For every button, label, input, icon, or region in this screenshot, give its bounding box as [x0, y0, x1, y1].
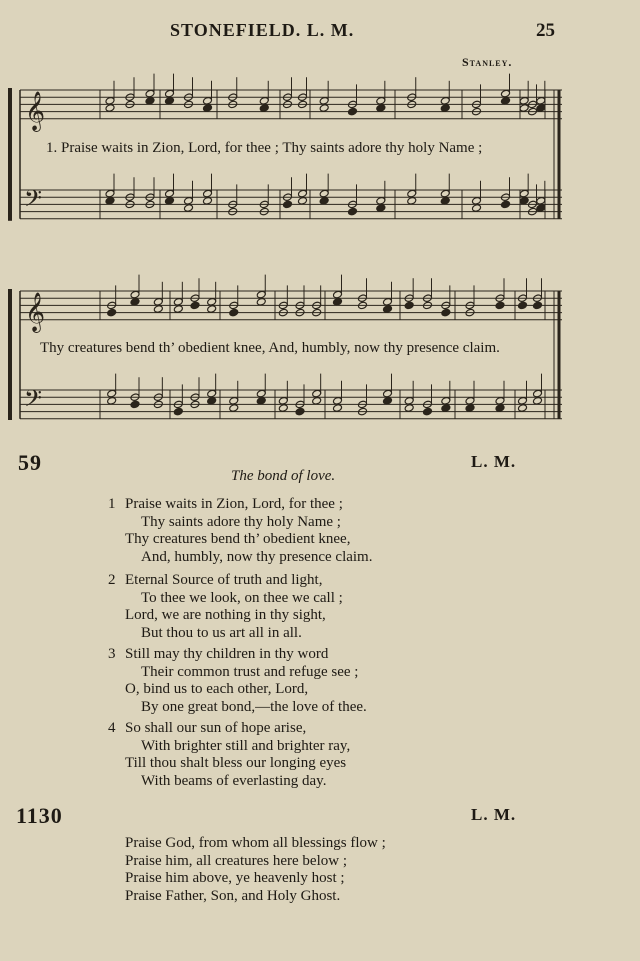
note-head	[533, 389, 543, 398]
note-head	[348, 207, 358, 216]
note-head	[519, 97, 529, 106]
note-head	[518, 404, 528, 413]
note-head	[298, 197, 308, 206]
hymn-number: 59	[18, 450, 42, 475]
note-head	[407, 197, 417, 206]
note-head	[312, 389, 322, 398]
note-head	[259, 104, 269, 113]
stanza-number: 2	[108, 572, 116, 588]
stanza-4	[108, 720, 350, 790]
composer-name: Stanley.	[462, 55, 513, 69]
doxology-line: Praise God, from whom all blessings flow ;	[125, 835, 386, 851]
note-head	[383, 305, 393, 314]
note-head	[376, 104, 386, 113]
note-head	[165, 89, 175, 98]
note-head	[348, 107, 358, 116]
note-head	[256, 298, 266, 307]
hymn-title: The bond of love.	[231, 468, 336, 484]
note-head	[441, 308, 451, 317]
music-score	[0, 0, 640, 420]
stanza-number: 1	[108, 496, 116, 512]
stanza-line: Thy saints adore thy holy Name ;	[141, 513, 341, 530]
stanza-line: So shall our sun of hope arise,	[125, 720, 307, 736]
note-head	[465, 404, 475, 413]
note-head	[495, 301, 505, 310]
note-head	[130, 290, 140, 299]
stanza-line: But thou to us art all in all.	[141, 624, 302, 641]
note-head	[495, 404, 505, 413]
note-head	[105, 97, 115, 106]
note-head	[536, 97, 546, 106]
note-head	[440, 104, 450, 113]
note-head	[441, 404, 451, 413]
note-head	[256, 389, 266, 398]
note-head	[173, 298, 183, 307]
note-head	[165, 97, 175, 106]
note-head	[105, 197, 115, 206]
note-head	[440, 97, 450, 106]
note-head	[105, 189, 115, 198]
note-head	[319, 97, 329, 106]
note-head	[333, 290, 343, 299]
stanza-line: And, humbly, now thy presence claim.	[141, 548, 373, 565]
note-head	[501, 89, 511, 98]
note-head	[207, 397, 217, 406]
hymn-meter: L. M.	[471, 805, 517, 824]
doxology-line: Praise him above, ye heavenly host ;	[125, 870, 345, 886]
bass-clef: 𝄢	[24, 384, 43, 418]
stanza-line: To thee we look, on thee we call ;	[141, 589, 343, 606]
note-head	[319, 104, 329, 113]
hymn-meter: L. M.	[471, 452, 517, 471]
note-head	[203, 189, 213, 198]
doxology-line: Praise him, all creatures here below ;	[125, 852, 347, 869]
note-head	[229, 404, 239, 413]
note-head	[207, 305, 217, 314]
note-head	[376, 97, 386, 106]
note-head	[130, 298, 140, 307]
note-head	[383, 298, 393, 307]
hymn-number: 1130	[16, 803, 63, 828]
note-head	[536, 197, 546, 206]
note-head	[465, 397, 475, 406]
treble-clef: 𝄞	[25, 291, 46, 332]
note-head	[203, 97, 213, 106]
stanza-line: Thy creatures bend th’ obedient knee,	[125, 531, 351, 547]
note-head	[518, 397, 528, 406]
note-head	[229, 397, 239, 406]
stanza-line: With beams of everlasting day.	[141, 772, 327, 789]
note-head	[298, 189, 308, 198]
note-head	[533, 301, 543, 310]
doxology	[125, 835, 386, 905]
note-head	[440, 197, 450, 206]
note-head	[518, 301, 528, 310]
tune-title: STONEFIELD. L. M.	[170, 20, 355, 40]
note-head	[173, 305, 183, 314]
note-head	[173, 407, 183, 416]
note-head	[423, 407, 433, 416]
note-head	[184, 197, 194, 206]
note-head	[229, 308, 239, 317]
note-head	[319, 197, 329, 206]
note-head	[184, 204, 194, 213]
note-head	[519, 197, 529, 206]
note-head	[333, 404, 343, 413]
note-head	[283, 200, 293, 209]
note-head	[165, 197, 175, 206]
stanza-3	[108, 646, 367, 716]
note-head	[501, 97, 511, 106]
note-head	[501, 200, 511, 209]
system-brace	[8, 289, 12, 420]
note-head	[376, 197, 386, 206]
note-head	[533, 397, 543, 406]
note-head	[536, 104, 546, 113]
note-head	[145, 97, 155, 106]
note-head	[107, 397, 117, 406]
note-head	[165, 189, 175, 198]
note-head	[383, 397, 393, 406]
note-head	[312, 397, 322, 406]
note-head	[536, 204, 546, 213]
stanza-line: Praise waits in Zion, Lord, for thee ;	[125, 496, 343, 512]
bass-clef: 𝄢	[24, 184, 43, 218]
note-head	[440, 189, 450, 198]
stanza-line: Eternal Source of truth and light,	[125, 572, 323, 588]
note-head	[153, 298, 163, 307]
stanza-number: 4	[108, 720, 116, 736]
note-head	[295, 407, 305, 416]
page-number: 25	[536, 20, 555, 41]
system-1-lyric: 1. Praise waits in Zion, Lord, for thee ; Thy saints adore thy holy Name ;	[46, 140, 483, 156]
note-head	[333, 298, 343, 307]
note-head	[472, 197, 482, 206]
stanza-number: 3	[108, 646, 116, 662]
note-head	[203, 104, 213, 113]
note-head	[259, 97, 269, 106]
stanza-line: By one great bond,—the love of thee.	[141, 698, 367, 715]
note-head	[107, 389, 117, 398]
stanza-line: Lord, we are nothing in thy sight,	[125, 607, 326, 623]
note-head	[376, 204, 386, 213]
note-head	[203, 197, 213, 206]
note-head	[472, 204, 482, 213]
note-head	[153, 305, 163, 314]
stanza-1	[108, 496, 372, 566]
note-head	[207, 389, 217, 398]
note-head	[256, 290, 266, 299]
note-head	[278, 397, 288, 406]
note-head	[105, 104, 115, 113]
system-brace	[8, 88, 12, 221]
stanza-line: Their common trust and refuge see ;	[141, 663, 359, 680]
note-head	[107, 308, 117, 317]
note-head	[145, 89, 155, 98]
stanza-line: Till thou shalt bless our longing eyes	[125, 755, 347, 771]
note-head	[207, 298, 217, 307]
stanza-line: With brighter still and brighter ray,	[141, 737, 351, 754]
note-head	[256, 397, 266, 406]
note-head	[404, 404, 414, 413]
note-head	[519, 189, 529, 198]
note-head	[278, 404, 288, 413]
note-head	[495, 397, 505, 406]
note-head	[333, 397, 343, 406]
stanza-2	[108, 572, 343, 642]
doxology-line: Praise Father, Son, and Holy Ghost.	[125, 887, 341, 904]
note-head	[383, 389, 393, 398]
note-head	[519, 104, 529, 113]
treble-clef: 𝄞	[25, 90, 46, 131]
system-2-lyric: Thy creatures bend th’ obedient knee, And, humbly, now thy presence claim.	[40, 340, 500, 356]
note-head	[130, 400, 140, 409]
note-head	[404, 397, 414, 406]
note-head	[441, 397, 451, 406]
note-head	[190, 301, 200, 310]
note-head	[407, 189, 417, 198]
note-head	[319, 189, 329, 198]
note-head	[404, 301, 414, 310]
stanza-line: O, bind us to each other, Lord,	[125, 681, 309, 697]
stanza-line: Still may thy children in thy word	[125, 646, 329, 662]
